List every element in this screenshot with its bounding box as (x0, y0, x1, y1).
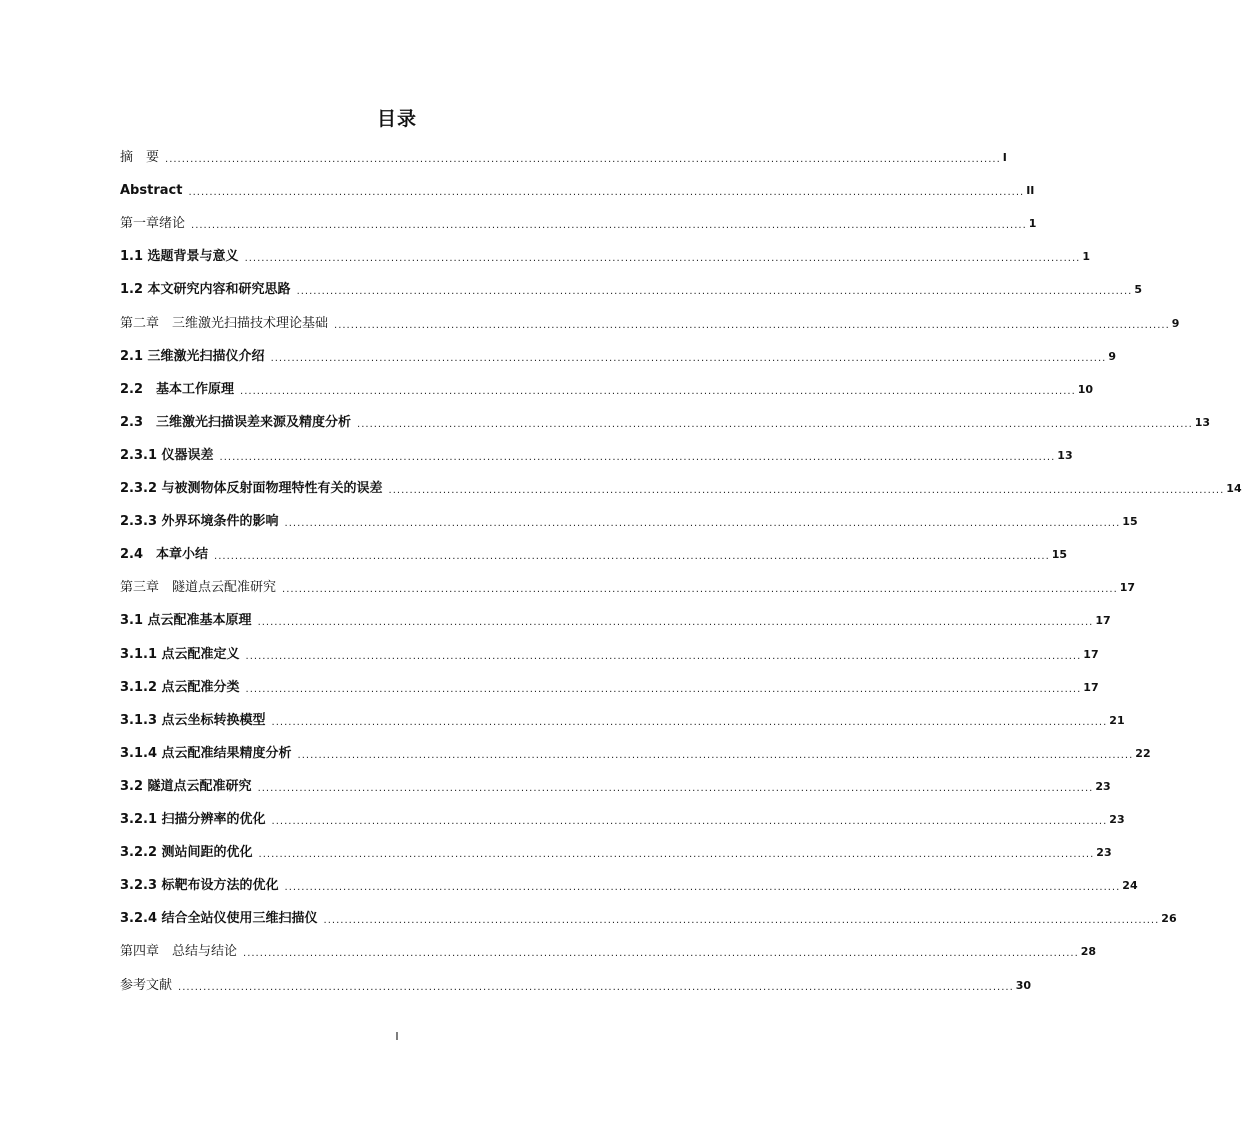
toc-leader-dots: ........................................................................................................................................................................................................ (214, 551, 1050, 563)
toc-entry-label: 3.2 隧道点云配准研究 (120, 778, 252, 794)
toc-entry[interactable] (120, 843, 1112, 863)
toc-entry[interactable] (120, 578, 1136, 598)
toc-entry[interactable] (120, 942, 1097, 962)
toc-entry-page: 17 (1083, 680, 1099, 694)
toc-leader-dots: ........................................................................................................................................................................................................ (270, 352, 1107, 364)
toc-entry-page: 17 (1119, 581, 1136, 595)
toc-entry-label: 2.1 三维激光扫描仪介绍 (120, 348, 265, 364)
toc-entry[interactable] (120, 247, 1090, 267)
toc-entry-page: 22 (1135, 746, 1151, 760)
toc-entry[interactable] (120, 479, 1242, 499)
toc-entry-page: 9 (1108, 349, 1116, 363)
toc-leader-dots: ........................................................................................................................................................................................................ (258, 849, 1095, 861)
toc-leader-dots: ........................................................................................................................................................................................................ (296, 286, 1133, 298)
toc-entry[interactable] (120, 446, 1073, 466)
toc-leader-dots: ........................................................................................................................................................................................................ (191, 220, 1027, 232)
toc-entry-page: 15 (1051, 548, 1068, 562)
toc-entry-label: 第一章绪论 (120, 216, 186, 232)
toc-leader-dots: ........................................................................................................................................................................................................ (271, 716, 1108, 728)
toc-entry[interactable] (120, 810, 1125, 830)
toc-entry[interactable] (120, 711, 1125, 731)
toc-entry-page: 23 (1109, 813, 1125, 826)
toc-entry-page: 14 (1226, 482, 1242, 495)
toc-entry-label: 第三章 隧道点云配准研究 (120, 580, 277, 596)
toc-entry[interactable] (120, 744, 1151, 764)
toc-entry[interactable] (120, 380, 1094, 400)
toc-leader-dots: ........................................................................................................................................................................................................ (323, 915, 1160, 927)
page-number-footer: I (395, 1030, 399, 1043)
toc-entry[interactable] (120, 280, 1142, 300)
toc-entry-page: 23 (1095, 779, 1111, 793)
toc-leader-dots: ........................................................................................................................................................................................................ (357, 418, 1193, 430)
toc-entry-page: 24 (1122, 879, 1138, 893)
toc-entry-label: 2.3.2 与被测物体反射面物理特性有关的误差 (120, 481, 383, 496)
toc-entry-label: 3.1 点云配准基本原理 (120, 613, 252, 629)
toc-entry-label: 3.1.1 点云配准定义 (120, 646, 240, 662)
toc-entry-label: 3.2.4 结合全站仪使用三维扫描仪 (120, 911, 318, 927)
toc-entry[interactable] (120, 611, 1111, 631)
toc-leader-dots: ........................................................................................................................................................................................................ (178, 981, 1014, 993)
toc-entry-label: 第二章 三维激光扫描技术理论基础 (120, 315, 329, 331)
toc-leader-dots: ........................................................................................................................................................................................................ (257, 782, 1094, 794)
toc-entry-page: II (1026, 184, 1035, 198)
toc-leader-dots: ........................................................................................................................................................................................................ (244, 253, 1081, 265)
toc-entry[interactable] (120, 545, 1068, 565)
toc-entry-page: 1 (1082, 250, 1090, 264)
toc-entry[interactable] (120, 314, 1180, 334)
toc-entry-label: 3.1.4 点云配准结果精度分析 (120, 745, 292, 761)
toc-entry-page: 17 (1083, 647, 1099, 661)
toc-entry-page: 28 (1080, 945, 1097, 959)
toc-entry-label: Abstract (120, 183, 183, 199)
toc-entry-page: 13 (1057, 448, 1073, 462)
toc-entry-page: 5 (1134, 283, 1142, 297)
toc-entry[interactable] (120, 181, 1035, 201)
toc-entry-label: 摘 要 (120, 150, 160, 165)
toc-entry-label: 2.3.3 外界环境条件的影响 (120, 514, 279, 530)
toc-leader-dots: ........................................................................................................................................................................................................ (245, 683, 1082, 695)
toc-entry-page: 13 (1194, 415, 1211, 429)
toc-entry-page: 9 (1171, 316, 1180, 330)
toc-entry[interactable] (120, 148, 1007, 168)
toc-leader-dots: ........................................................................................................................................................................................................ (165, 154, 1001, 165)
toc-entry-label: 3.2.2 测站间距的优化 (120, 845, 253, 861)
toc-entry-label: 2.4 本章小结 (120, 547, 209, 563)
toc-leader-dots: ........................................................................................................................................................................................................ (282, 584, 1118, 596)
toc-leader-dots: ........................................................................................................................................................................................................ (188, 187, 1025, 199)
toc-leader-dots: ........................................................................................................................................................................................................ (284, 518, 1121, 530)
toc-leader-dots: ........................................................................................................................................................................................................ (388, 485, 1225, 496)
toc-entry-page: 30 (1015, 978, 1032, 992)
toc-entry[interactable] (120, 512, 1138, 532)
toc-leader-dots: ........................................................................................................................................................................................................ (219, 451, 1056, 463)
toc-entry-page: 23 (1096, 846, 1112, 860)
toc-entry-label: 参考文献 (120, 977, 173, 993)
toc-entry-label: 3.2.1 扫描分辨率的优化 (120, 812, 266, 827)
toc-entry[interactable] (120, 347, 1116, 367)
toc-title: 目录 (376, 108, 417, 130)
toc-entry-page: 10 (1077, 382, 1094, 396)
toc-entry-page: 17 (1095, 614, 1111, 628)
toc-entry-page: I (1002, 151, 1007, 164)
toc-leader-dots: ........................................................................................................................................................................................................ (243, 948, 1079, 960)
toc-leader-dots: ........................................................................................................................................................................................................ (257, 617, 1094, 629)
toc-leader-dots: ........................................................................................................................................................................................................ (334, 319, 1170, 331)
toc-entry-label: 1.1 选题背景与意义 (120, 249, 239, 265)
toc-entry[interactable] (120, 413, 1211, 433)
toc-entry[interactable] (120, 777, 1111, 797)
toc-entry[interactable] (120, 214, 1037, 234)
toc-entry-label: 3.1.2 点云配准分类 (120, 679, 240, 695)
toc-entry-label: 2.3.1 仪器误差 (120, 447, 214, 463)
toc-leader-dots: ........................................................................................................................................................................................................ (297, 749, 1134, 761)
toc-entry[interactable] (120, 976, 1032, 996)
toc-entry-label: 2.2 基本工作原理 (120, 381, 235, 397)
toc-entry-page: 21 (1109, 713, 1125, 727)
toc-entry-page: 15 (1122, 515, 1138, 529)
toc-leader-dots: ........................................................................................................................................................................................................ (271, 816, 1108, 827)
toc-leader-dots: ........................................................................................................................................................................................................ (284, 882, 1121, 894)
toc-leader-dots: ........................................................................................................................................................................................................ (240, 385, 1076, 397)
toc-entry-page: 26 (1161, 912, 1177, 926)
toc-entry-label: 第四章 总结与结论 (120, 944, 238, 960)
toc-entry[interactable] (120, 678, 1099, 698)
toc-entry[interactable] (120, 876, 1138, 896)
toc-entry-label: 3.2.3 标靶布设方法的优化 (120, 878, 279, 894)
toc-entry-page: 1 (1028, 217, 1037, 231)
toc-entry-label: 3.1.3 点云坐标转换模型 (120, 712, 266, 728)
toc-leader-dots: ........................................................................................................................................................................................................ (245, 650, 1082, 662)
toc-entry-label: 2.3 三维激光扫描误差来源及精度分析 (120, 414, 352, 430)
toc-entry-label: 1.2 本文研究内容和研究思路 (120, 282, 291, 298)
toc-entry[interactable] (120, 645, 1099, 665)
toc-entry[interactable] (120, 909, 1177, 929)
